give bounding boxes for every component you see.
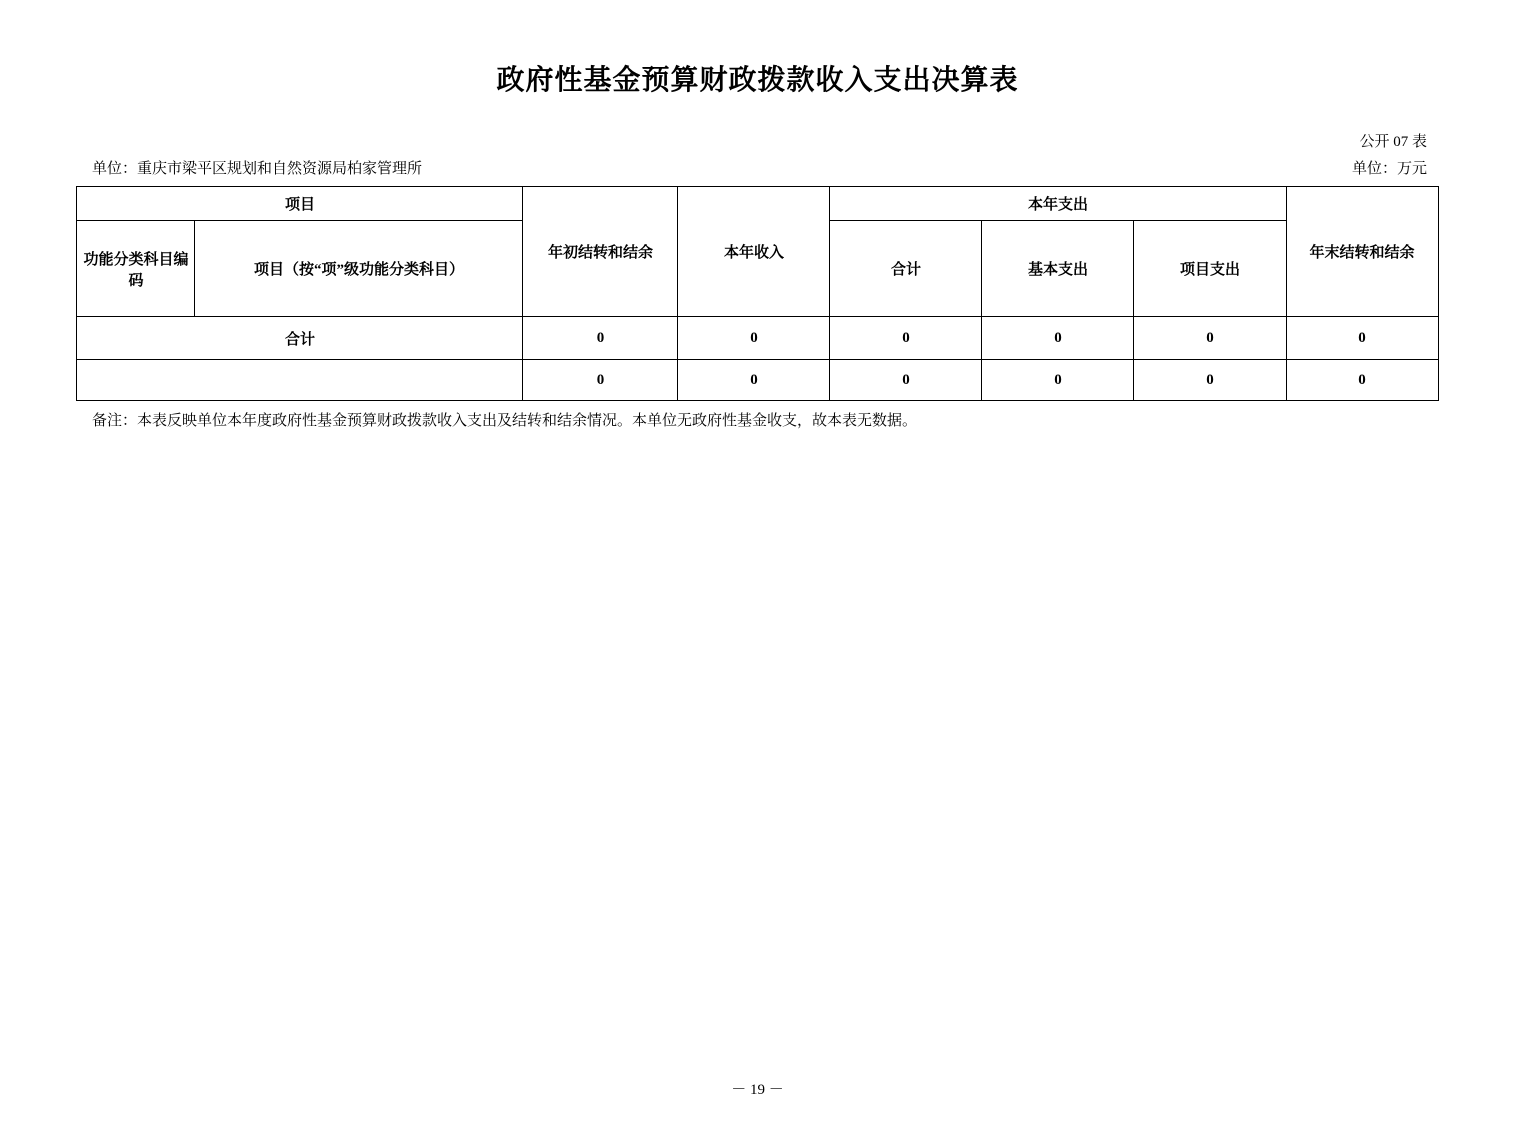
- header-function-code: 功能分类科目编码: [77, 221, 195, 317]
- page-title: 政府性基金预算财政拨款收入支出决算表: [496, 65, 1019, 96]
- cell-begin-balance: 0: [523, 317, 678, 360]
- cell-project-expenditure: 0: [1134, 317, 1286, 360]
- cell-begin-balance: 0: [523, 360, 678, 401]
- cell-expenditure-total: 0: [830, 360, 982, 401]
- cell-basic-expenditure: 0: [982, 360, 1134, 401]
- unit-label: 单位：重庆市梁平区规划和自然资源局柏家管理所: [92, 161, 423, 177]
- meta-row: [0, 151, 1515, 178]
- header-basic-expenditure: 基本支出: [982, 221, 1134, 317]
- table-row: [77, 360, 1438, 401]
- header-begin-balance: 年初结转和结余: [523, 187, 678, 317]
- header-end-balance: 年末结转和结余: [1286, 187, 1438, 317]
- header-current-income: 本年收入: [678, 187, 830, 317]
- budget-table: [76, 186, 1438, 401]
- header-current-expenditure-group: 本年支出: [830, 187, 1286, 221]
- table-row: [77, 317, 1438, 360]
- header-project-group: 项目: [77, 187, 523, 221]
- header-project-name: 项目（按“项”级功能分类科目）: [195, 221, 523, 317]
- cell-expenditure-total: 0: [830, 317, 982, 360]
- header-project-expenditure: 项目支出: [1134, 221, 1286, 317]
- amount-unit-label: 单位：万元: [1351, 161, 1427, 177]
- cell-current-income: 0: [678, 360, 830, 401]
- header-expenditure-total: 合计: [830, 221, 982, 317]
- cell-project-expenditure: 0: [1134, 360, 1286, 401]
- cell-end-balance: 0: [1286, 317, 1438, 360]
- document-page: [0, 58, 1515, 1127]
- row-label-empty: [77, 360, 523, 401]
- cell-end-balance: 0: [1286, 360, 1438, 401]
- page-number: － 19 －: [731, 1082, 784, 1098]
- table-header-row-1: [77, 187, 1438, 221]
- row-label-total: 合计: [77, 317, 523, 360]
- form-number: 公开 07 表: [1359, 134, 1427, 150]
- cell-current-income: 0: [678, 317, 830, 360]
- table-note: 备注：本表反映单位本年度政府性基金预算财政拨款收入支出及结转和结余情况。本单位无政府性基金收支，故本表无数据。: [92, 413, 918, 429]
- cell-basic-expenditure: 0: [982, 317, 1134, 360]
